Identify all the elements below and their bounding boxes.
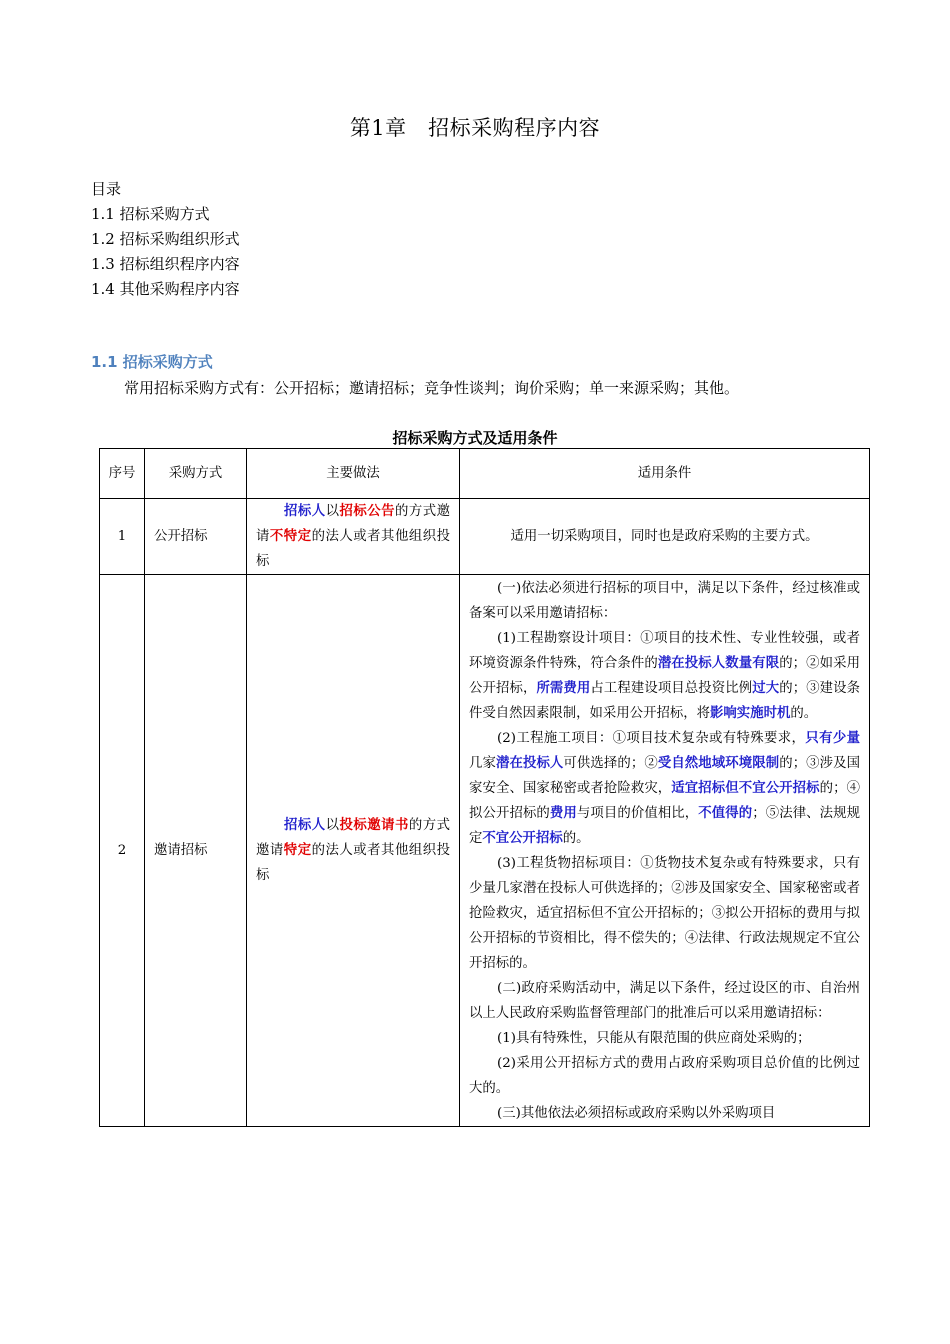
practice-text: 以 [325,818,340,833]
condition-text: (2)工程施工项目：①项目技术复杂或有特殊要求， [497,731,806,746]
emphasis-text: 过大 [752,680,780,696]
header-practice: 主要做法 [247,449,460,499]
condition-text: 的；③涉及国家安全、国家秘密或者抢险救灾， [469,756,861,796]
emphasis-text: 潜在投标人 [495,755,564,771]
emphasis-text: 费用 [549,805,577,821]
row-seq: 2 [100,575,145,1127]
condition-paragraph: (2)采用公开招标方式的费用占政府采购项目总价值的比例过大的。 [469,1056,860,1096]
section-intro: 常用招标采购方式有：公开招标；邀请招标；竞争性谈判；询价采购；单一来源采购；其他。 [124,379,740,397]
condition-text: 占工程建设项目总投资比例 [590,681,753,696]
emphasis-text: 投标邀请书 [339,817,409,833]
condition-paragraph: (1)具有特殊性，只能从有限范围的供应商处采购的； [497,1031,811,1046]
toc-item[interactable]: 1.2 招标采购组织形式 [91,230,240,248]
emphasis-text: 招标人 [284,817,326,833]
row-method: 邀请招标 [145,575,247,1127]
condition-text: 与项目的价值相比， [576,806,699,821]
condition-text: 的；④拟公开招标的 [469,781,861,821]
section-heading: 1.1 招标采购方式 [91,353,213,371]
condition-text: 几家 [469,756,496,771]
practice-text: 的方式邀请 [256,818,451,858]
condition-text: 的；③建设条件受自然因素限制，如采用公开招标，将 [469,681,861,721]
condition-text: (1)工程勘察设计项目：①项目的技术性、专业性较强，或者环境资源条件特殊，符合条件的 [469,631,860,671]
chapter-title: 第1章 招标采购程序内容 [349,116,601,140]
condition-paragraph [469,726,860,851]
emphasis-text: 所需费用 [536,680,591,696]
condition-text: ；⑤法律、法规规定 [469,806,861,846]
condition-text: 的；②如采用公开招标， [469,656,861,696]
practice-text: 以 [325,504,340,519]
header-condition: 适用条件 [460,449,870,499]
emphasis-text: 影响实施时机 [710,705,791,721]
condition-paragraph: (三)其他依法必须招标或政府采购以外采购项目 [497,1106,776,1121]
emphasis-text: 招标人 [284,503,326,519]
emphasis-text: 受自然地域环境限制 [657,755,780,771]
condition-paragraph [469,626,860,726]
practice-text: 的方式邀请 [256,504,451,544]
emphasis-text: 不宜公开招标 [482,830,563,846]
row-practice [247,499,460,575]
table-header-row [100,449,870,499]
table-caption: 招标采购方式及适用条件 [392,429,558,447]
row-condition: 适用一切采购项目，同时也是政府采购的主要方式。 [460,499,870,575]
emphasis-text: 只有少量 [805,730,861,746]
row-practice [247,575,460,1127]
header-method: 采购方式 [145,449,247,499]
header-seq: 序号 [100,449,145,499]
condition-text: 的。 [562,831,590,846]
toc-label: 目录 [91,180,122,198]
emphasis-text: 不值得的 [698,805,753,821]
condition-paragraph: (二)政府采购活动中，满足以下条件，经过设区的市、自治州以上人民政府采购监督管理部门的批准后可以采用邀请招标： [469,981,860,1021]
toc-item[interactable]: 1.4 其他采购程序内容 [91,280,240,298]
practice-text: 的法人或者其他组织投标 [256,529,451,569]
toc-item[interactable]: 1.1 招标采购方式 [91,205,210,223]
table-row [100,499,870,575]
emphasis-text: 适宜招标但不宜公开招标 [671,780,820,796]
emphasis-text: 不特定 [269,528,312,544]
table-of-contents [91,177,240,302]
table-row [100,575,870,1127]
emphasis-text: 招标公告 [339,503,395,519]
practice-text: 的法人或者其他组织投标 [256,843,451,883]
condition-paragraph: (3)工程货物招标项目：①货物技术复杂或有特殊要求，只有少量几家潜在投标人可供选择的；②涉及国家安全、国家秘密或者抢险救灾，适宜招标但不宜公开招标的；③拟公开招标的费用与拟公开招标的节资相比，得不偿失的；④法律、行政法规规定不宜公开招标的。 [469,856,860,971]
condition-text: 的。 [790,706,818,721]
toc-item[interactable]: 1.3 招标组织程序内容 [91,255,240,273]
procurement-methods-table [99,448,870,1127]
emphasis-text: 特定 [283,842,312,858]
row-condition [460,575,870,1127]
condition-paragraph: (一)依法必须进行招标的项目中，满足以下条件，经过核准或备案可以采用邀请招标： [469,581,860,621]
condition-text: 可供选择的；② [563,756,658,771]
row-seq: 1 [100,499,145,575]
emphasis-text: 潜在投标人数量有限 [657,655,780,671]
row-method: 公开招标 [145,499,247,575]
